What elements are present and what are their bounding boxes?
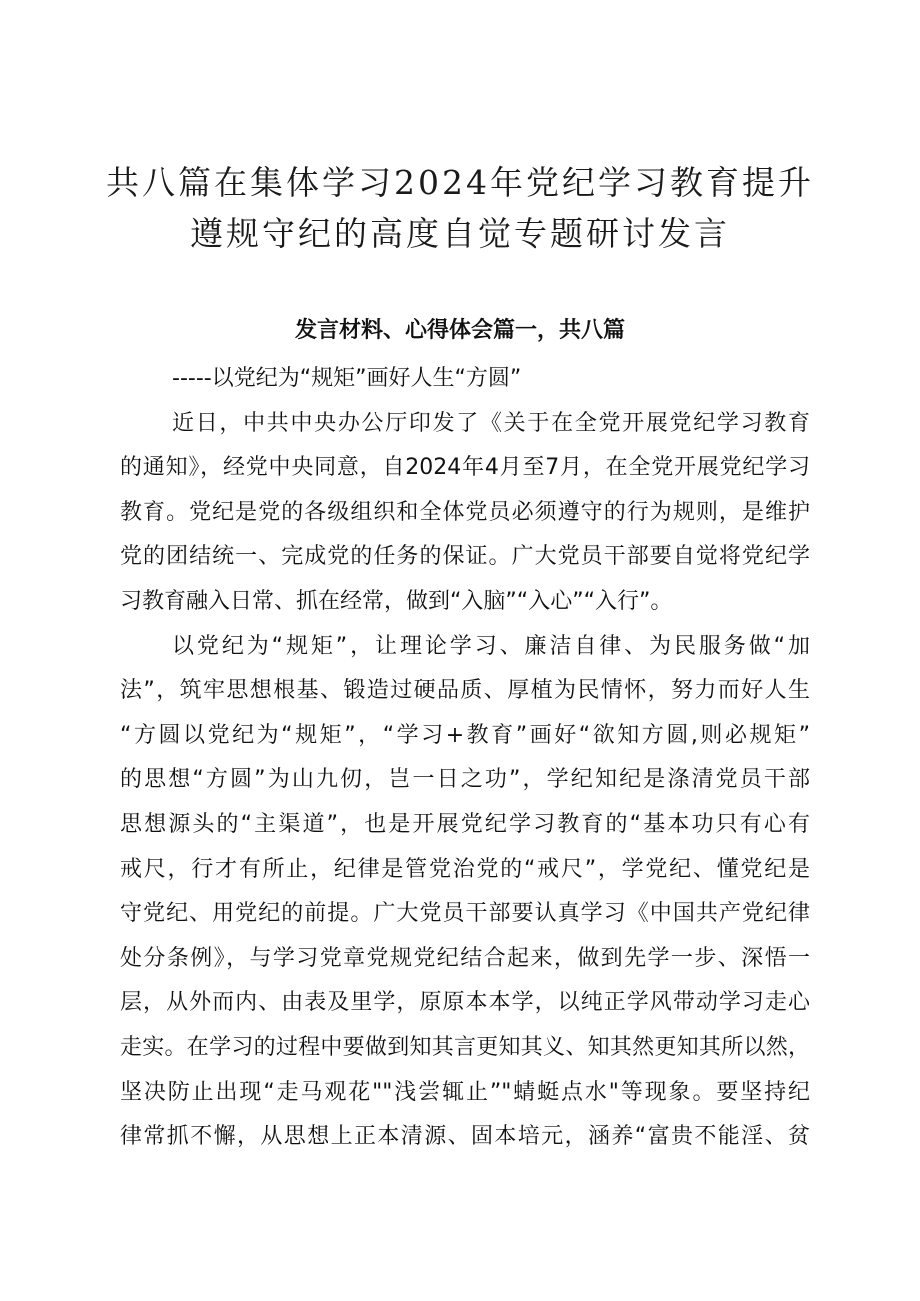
paragraph-line: 教育。党纪是党的各级组织和全体党员必须遵守的行为规则，是维护 [120, 499, 810, 525]
paragraph-line: 走实。在学习的过程中要做到知其言更知其义、知其然更知其所以然， [120, 1034, 810, 1060]
paragraph-line: 思想源头的“主渠道”，也是开展党纪学习教育的“基本功只有心有 [120, 811, 810, 837]
section-heading: -----以党纪为“规矩”画好人生“方圆” [172, 366, 522, 391]
paragraph-line: 党的团结统一、完成党的任务的保证。广大党员干部要自觉将党纪学 [120, 544, 810, 570]
paragraph-line: 律常抓不懈，从思想上正本清源、固本培元，涵养“富贵不能淫、贫 [120, 1124, 810, 1150]
paragraph-line: 法”，筑牢思想根基、锻造过硬品质、厚植为民情怀，努力而好人生 [120, 678, 810, 704]
document-subtitle: 发言材料、心得体会篇一，共八篇 [294, 318, 625, 343]
paragraph-line: 戒尺，行才有所止，纪律是管党治党的“戒尺”，学党纪、懂党纪是 [120, 856, 810, 882]
paragraph-line: 守党纪、用党纪的前提。广大党员干部要认真学习《中国共产党纪律 [120, 901, 810, 927]
paragraph-line: 坚决防止出现“走马观花""浅尝辄止”"蜻蜓点水"等现象。要坚持纪 [120, 1079, 810, 1105]
title-line-2: 遵规守纪的高度自觉专题研讨发言 [190, 214, 730, 253]
title-line-1: 共八篇在集体学习2024年党纪学习教育提升 [106, 163, 814, 202]
paragraph-line: “方圆以党纪为“规矩”，“学习+教育”画好“欲知方圆,则必规矩” [120, 722, 810, 748]
paragraph-line: 层，从外而内、由表及里学，原原本本学，以纯正学风带动学习走心 [120, 990, 810, 1016]
paragraph-line: 以党纪为“规矩”，让理论学习、廉洁自律、为民服务做“加 [172, 633, 810, 659]
document-body [120, 357, 810, 1160]
paragraph-line: 的思想“方圆”为山九仞，岂一日之功”，学纪知纪是涤清党员干部 [120, 767, 810, 793]
paragraph-line: 习教育融入日常、抓在经常，做到“入脑”“入心”“入行”。 [120, 588, 673, 614]
paragraph-line: 近日，中共中央办公厅印发了《关于在全党开展党纪学习教育 [172, 410, 810, 436]
paragraph-line: 处分条例》，与学习党章党规党纪结合起来，做到先学一步、深悟一 [120, 945, 810, 971]
document-title [100, 157, 820, 259]
paragraph-line: 的通知》，经党中央同意，自2024年4月至7月，在全党开展党纪学习 [120, 455, 810, 481]
